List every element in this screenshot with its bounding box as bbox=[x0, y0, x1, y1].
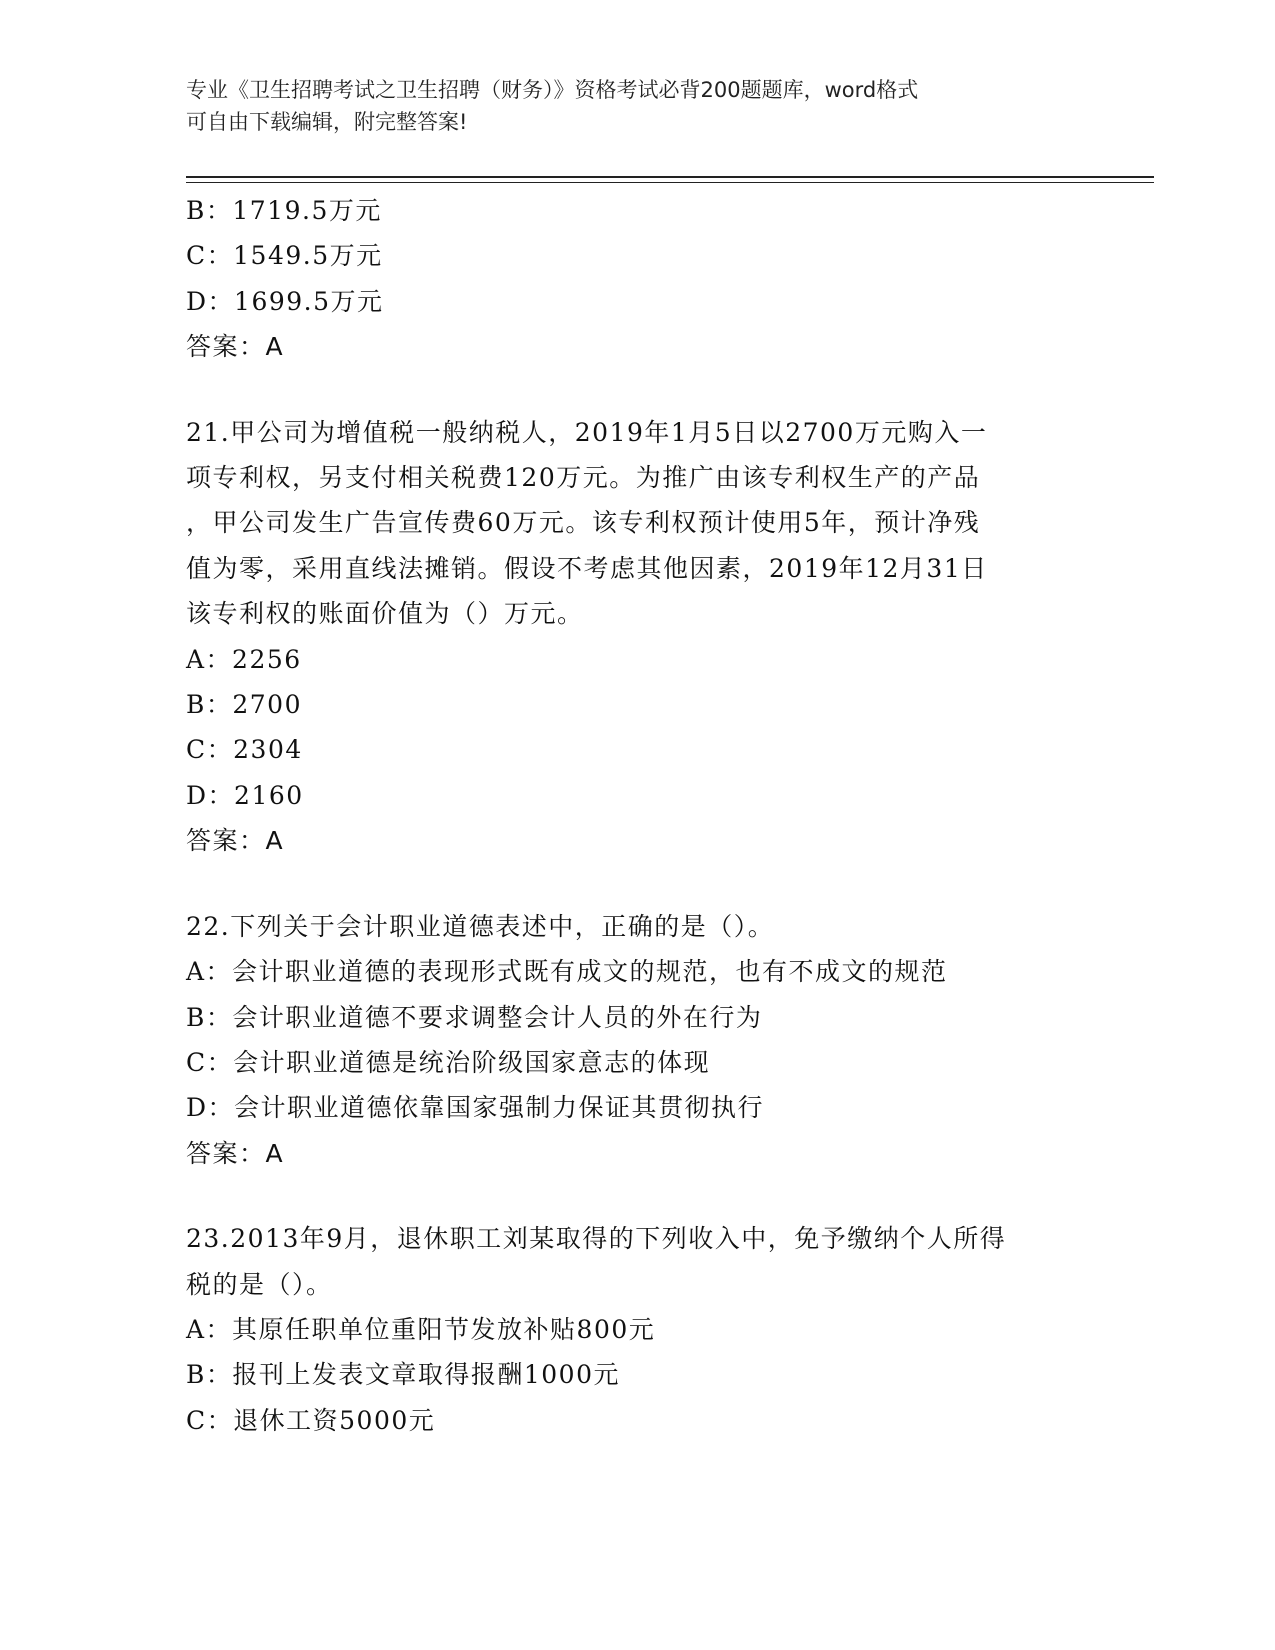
question-23 bbox=[186, 1216, 1086, 1443]
question-21 bbox=[186, 410, 1086, 864]
option-c: C：会计职业道德是统治阶级国家意志的体现 bbox=[186, 1047, 711, 1077]
answer: 答案：A bbox=[186, 332, 285, 362]
option-d: D：会计职业道德依靠国家强制力保证其贯彻执行 bbox=[186, 1093, 765, 1123]
question-20-tail bbox=[186, 188, 1086, 370]
answer: 答案：A bbox=[186, 1138, 285, 1168]
header-rule-thin bbox=[186, 182, 1154, 183]
question-text-line: 22.下列关于会计职业道德表述中，正确的是（）。 bbox=[186, 911, 775, 941]
option-c: C：2304 bbox=[186, 735, 303, 765]
option-b: B：1719.5万元 bbox=[186, 196, 382, 225]
question-text-line: 23.2013年9月，退休职工刘某取得的下列收入中，免予缴纳个人所得 bbox=[186, 1224, 1007, 1254]
option-a: A：2256 bbox=[186, 644, 302, 674]
header-rule-thick bbox=[186, 176, 1154, 178]
document-header bbox=[186, 74, 1086, 138]
option-c: C：1549.5万元 bbox=[186, 241, 383, 271]
option-a: A：会计职业道德的表现形式既有成文的规范，也有不成文的规范 bbox=[186, 957, 948, 987]
header-line-1: 专业《卫生招聘考试之卫生招聘（财务）》资格考试必背200题题库，word格式 bbox=[186, 78, 919, 102]
question-text-line: 税的是（）。 bbox=[186, 1269, 333, 1299]
question-text-line: 该专利权的账面价值为（）万元。 bbox=[186, 599, 584, 629]
question-text-line: 21.甲公司为增值税一般纳税人，2019年1月5日以2700万元购入一 bbox=[186, 417, 988, 447]
question-text-line: 值为零，采用直线法摊销。假设不考虑其他因素，2019年12月31日 bbox=[186, 553, 988, 583]
option-d: D：2160 bbox=[186, 780, 304, 810]
option-d: D：1699.5万元 bbox=[186, 286, 384, 316]
option-a: A：其原任职单位重阳节发放补贴800元 bbox=[186, 1314, 656, 1344]
answer: 答案：A bbox=[186, 826, 285, 856]
question-text-line: 项专利权，另支付相关税费120万元。为推广由该专利权生产的产品 bbox=[186, 463, 981, 493]
document-body bbox=[186, 188, 1086, 1443]
question-text-line: ，甲公司发生广告宣传费60万元。该专利权预计使用5年，预计净残 bbox=[186, 508, 981, 538]
option-b: B：2700 bbox=[186, 690, 302, 720]
question-22 bbox=[186, 904, 1086, 1176]
option-c: C：退休工资5000元 bbox=[186, 1405, 436, 1435]
option-b: B：报刊上发表文章取得报酬1000元 bbox=[186, 1360, 620, 1390]
option-b: B：会计职业道德不要求调整会计人员的外在行为 bbox=[186, 1002, 763, 1032]
header-line-2: 可自由下载编辑，附完整答案! bbox=[186, 110, 468, 134]
